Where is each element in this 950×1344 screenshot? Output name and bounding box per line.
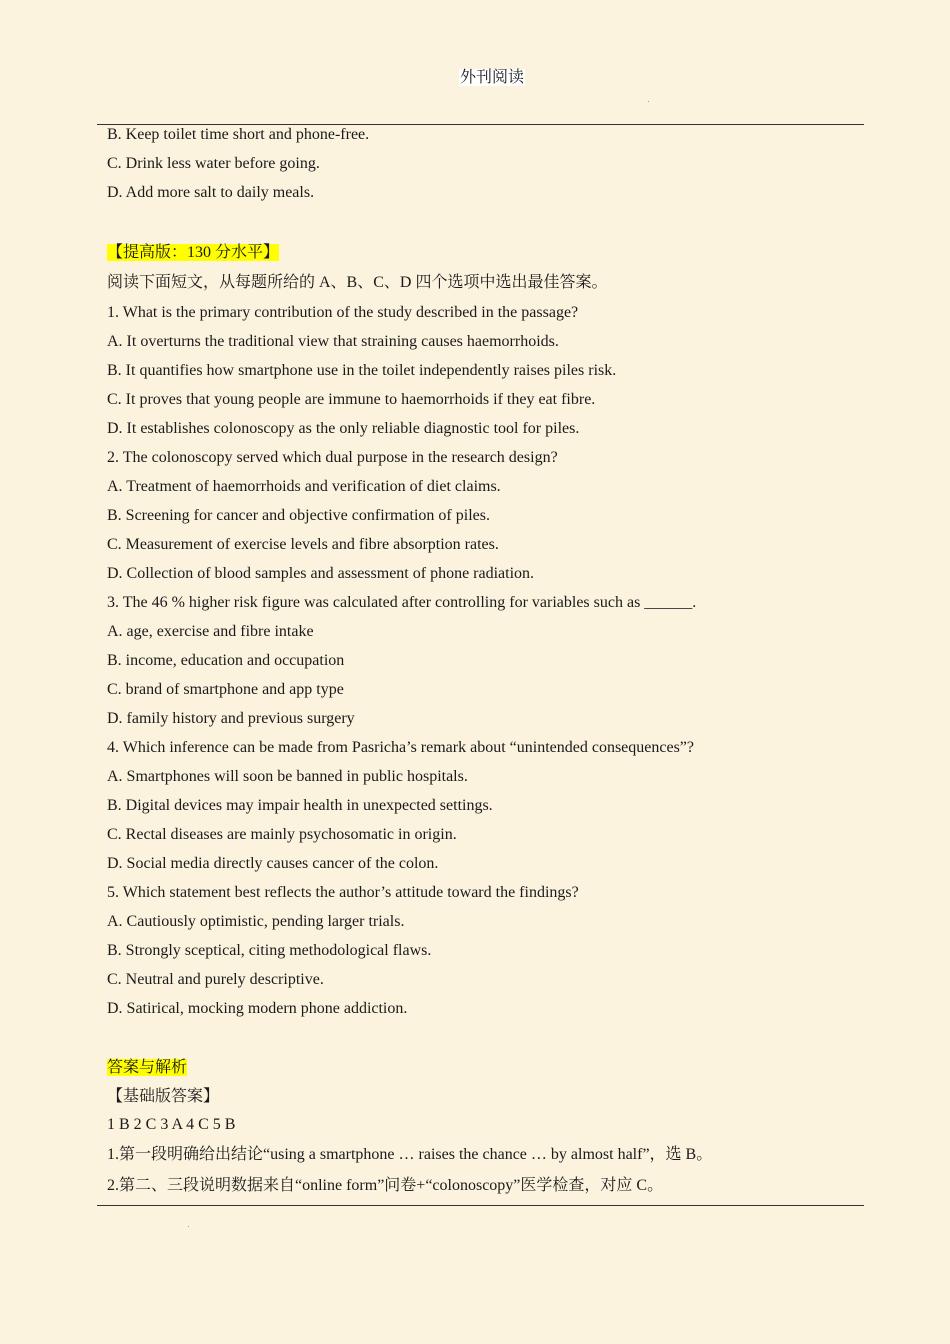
question-4-option-d: D. Social media directly causes cancer of the colon.	[107, 855, 439, 872]
footer-speck	[188, 1226, 189, 1227]
question-4-option-a: A. Smartphones will soon be banned in public hospitals.	[107, 768, 468, 785]
question-1-option-a: A. It overturns the traditional view that straining causes haemorrhoids.	[107, 333, 559, 350]
question-4-option-b: B. Digital devices may impair health in unexpected settings.	[107, 797, 493, 814]
question-3-option-b: B. income, education and occupation	[107, 652, 345, 669]
question-1-stem: 1. What is the primary contribution of the study described in the passage?	[107, 304, 579, 321]
question-5-stem: 5. Which statement best reflects the author’s attitude toward the findings?	[107, 884, 579, 901]
answers-heading: 答案与解析	[107, 1059, 188, 1076]
answer-key: 1 B 2 C 3 A 4 C 5 B	[107, 1116, 236, 1133]
question-5-option-a: A. Cautiously optimistic, pending larger trials.	[107, 913, 405, 930]
header-speck	[648, 101, 649, 102]
question-5-option-c: C. Neutral and purely descriptive.	[107, 971, 324, 988]
basic-option-d: D. Add more salt to daily meals.	[107, 184, 315, 201]
advanced-instruction: 阅读下面短文，从每题所给的 A、B、C、D 四个选项中选出最佳答案。	[107, 274, 608, 291]
question-5-option-d: D. Satirical, mocking modern phone addiction.	[107, 1000, 408, 1017]
answer-explanation-2: 2.第二、三段说明数据来自“online form”问卷+“colonoscopy”医学检查，对应 C。	[107, 1177, 664, 1194]
question-1-option-d: D. It establishes colonoscopy as the only reliable diagnostic tool for piles.	[107, 420, 580, 437]
question-3-option-c: C. brand of smartphone and app type	[107, 681, 344, 698]
question-2-stem: 2. The colonoscopy served which dual purpose in the research design?	[107, 449, 558, 466]
question-1-option-b: B. It quantifies how smartphone use in the toilet independently raises piles risk.	[107, 362, 617, 379]
question-3-option-a: A. age, exercise and fibre intake	[107, 623, 314, 640]
question-3-option-d: D. family history and previous surgery	[107, 710, 355, 727]
basic-option-c: C. Drink less water before going.	[107, 155, 320, 172]
question-2-option-a: A. Treatment of haemorrhoids and verification of diet claims.	[107, 478, 501, 495]
advanced-heading: 【提高版：130 分水平】	[107, 244, 280, 261]
basic-answers-heading: 【基础版答案】	[107, 1088, 220, 1105]
page-header-title: 外刊阅读	[459, 69, 524, 86]
answer-explanation-1: 1.第一段明确给出结论“using a smartphone … raises the chance … by almost half”，选 B。	[107, 1146, 713, 1163]
question-1-option-c: C. It proves that young people are immune to haemorrhoids if they eat fibre.	[107, 391, 596, 408]
footer-rule	[97, 1205, 864, 1206]
question-2-option-b: B. Screening for cancer and objective confirmation of piles.	[107, 507, 490, 524]
question-3-stem: 3. The 46 % higher risk figure was calculated after controlling for variables such as ______.	[107, 594, 697, 611]
question-2-option-d: D. Collection of blood samples and assessment of phone radiation.	[107, 565, 535, 582]
question-4-stem: 4. Which inference can be made from Pasricha’s remark about “unintended consequences”?	[107, 739, 695, 756]
question-2-option-c: C. Measurement of exercise levels and fibre absorption rates.	[107, 536, 499, 553]
basic-option-b: B. Keep toilet time short and phone-free.	[107, 126, 370, 143]
question-4-option-c: C. Rectal diseases are mainly psychosomatic in origin.	[107, 826, 457, 843]
question-5-option-b: B. Strongly sceptical, citing methodological flaws.	[107, 942, 432, 959]
